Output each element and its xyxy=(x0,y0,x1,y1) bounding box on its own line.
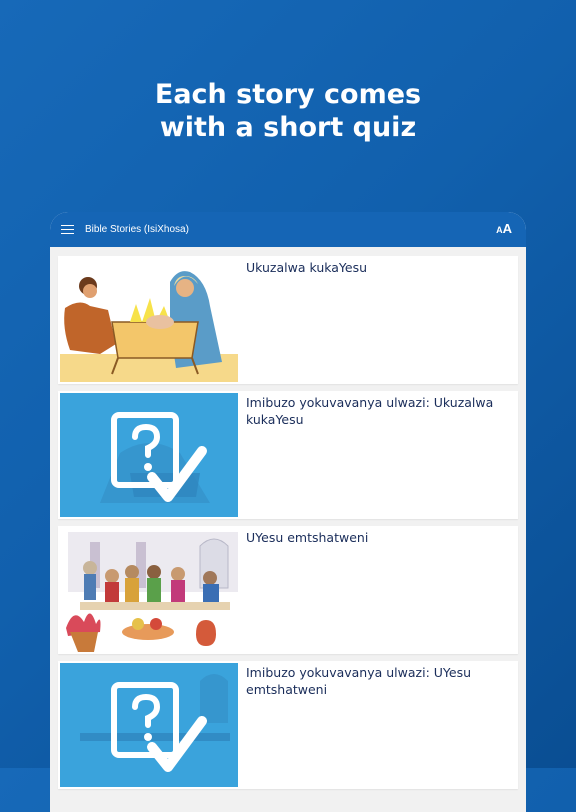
list-item[interactable] xyxy=(58,661,518,789)
quiz-thumbnail-wedding xyxy=(60,663,238,787)
story-title: Imibuzo yokuvavanya ulwazi: UYesu emtshatweni xyxy=(246,665,472,697)
story-thumbnail-nativity xyxy=(60,258,238,382)
app-bar xyxy=(50,212,526,247)
quiz-thumbnail-nativity xyxy=(60,393,238,517)
promo-headline xyxy=(0,78,576,144)
story-title: Ukuzalwa kukaYesu xyxy=(246,260,368,275)
app-title: Bible Stories (IsiXhosa) xyxy=(85,224,189,235)
font-size-big-letter: A xyxy=(502,221,512,236)
list-item[interactable] xyxy=(58,526,518,654)
hamburger-menu-icon[interactable] xyxy=(61,225,74,235)
font-size-small-letter: A xyxy=(496,225,503,235)
story-title: UYesu emtshatweni xyxy=(246,530,369,545)
promo-line-1: Each story comes xyxy=(154,79,422,110)
list-item[interactable] xyxy=(58,391,518,519)
story-list xyxy=(50,247,526,812)
font-size-icon[interactable] xyxy=(496,222,512,237)
device-screen xyxy=(50,212,526,812)
story-title: Imibuzo yokuvavanya ulwazi: Ukuzalwa kukaYesu xyxy=(246,395,494,427)
promo-line-2: with a short quiz xyxy=(159,112,417,143)
story-thumbnail-wedding xyxy=(60,528,238,652)
list-item[interactable] xyxy=(58,256,518,384)
